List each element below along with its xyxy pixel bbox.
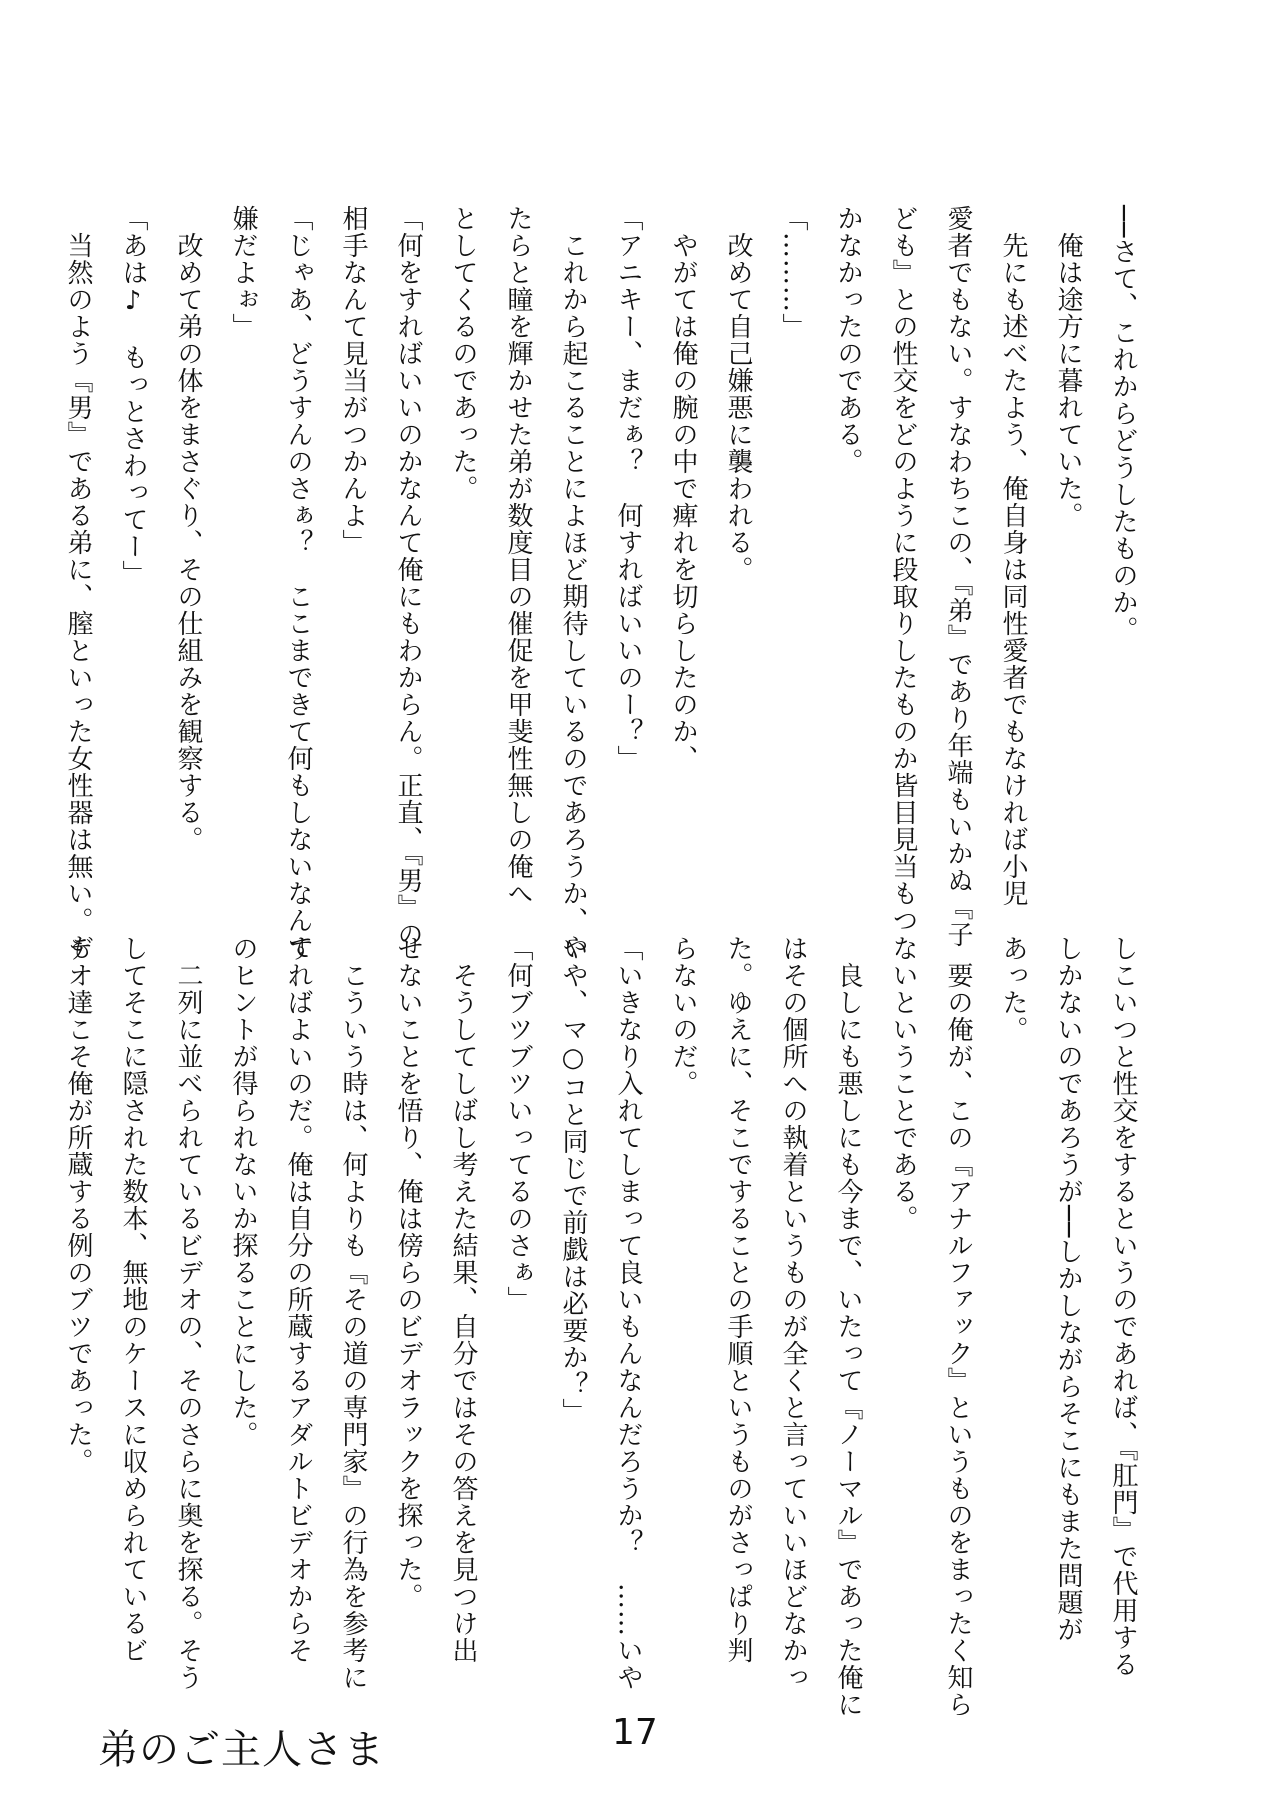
- text-column: あった。: [998, 935, 1028, 1043]
- text-column: 当然のよう『男』である弟に、膣といった女性器は無い。も: [63, 205, 93, 961]
- text-column: これから起こることによほど期待しているのであろうか、や: [558, 205, 588, 961]
- text-column: 改めて自己嫌悪に襲われる。: [723, 205, 753, 583]
- text-column: デオ達こそ俺が所蔵する例のブツであった。: [63, 935, 93, 1475]
- text-column: 「あは♪ もっとさわってー」: [118, 205, 148, 587]
- text-column: してそこに隠された数本、無地のケースに収められているビ: [118, 935, 148, 1664]
- text-column: すればよいのだ。俺は自分の所蔵するアダルトビデオからそ: [283, 935, 313, 1664]
- text-column: せないことを悟り、俺は傍らのビデオラックを探った。: [393, 935, 423, 1610]
- text-column: 「いきなり入れてしまって良いもんなんだろうか？ ……いや: [613, 935, 643, 1691]
- text-column: やがては俺の腕の中で痺れを切らしたのか、: [668, 205, 698, 772]
- text-column: そうしてしばし考えた結果、自分ではその答えを見つけ出: [448, 935, 478, 1664]
- text-column: 先にも述べたよう、俺自身は同性愛者でもなければ小児: [998, 205, 1028, 907]
- text-column: としてくるのであった。: [448, 205, 478, 502]
- page-number: 17: [612, 1712, 658, 1753]
- text-column: 二列に並べられているビデオの、そのさらに奥を探る。そう: [173, 935, 203, 1691]
- text-column: かなかったのである。: [833, 205, 863, 475]
- text-column: 「………」: [778, 205, 808, 340]
- lower-text-block: [63, 935, 1150, 1718]
- text-column: 「じゃあ、どうすんのさぁ？ ここまできて何もしないなんて: [283, 205, 313, 961]
- text-column: 愛者でもない。すなわちこの、『弟』であり年端もいかぬ『子: [943, 205, 973, 948]
- text-column: しかないのであろうが──しかしながらそこにもまた問題が: [1053, 935, 1083, 1644]
- text-column: た。ゆえに、そこですることの手順というものがさっぱり判: [723, 935, 753, 1664]
- upper-text-block: [63, 205, 1150, 961]
- text-column: ──さて、これからどうしたものか。: [1108, 205, 1138, 644]
- text-column: 改めて弟の体をまさぐり、その仕組みを観察する。: [173, 205, 203, 853]
- text-column: 「何ブツブツいってるのさぁ」: [503, 935, 533, 1313]
- text-column: 「アニキー、まだぁ？ 何すればいいのー？」: [613, 205, 643, 772]
- text-column: こういう時は、何よりも『その道の専門家』の行為を参考に: [338, 935, 368, 1691]
- text-column: たらと瞳を輝かせた弟が数度目の催促を甲斐性無しの俺へ: [503, 205, 533, 907]
- text-column: ども』との性交をどのように段取りしたものか皆目見当もつ: [888, 205, 918, 934]
- text-column: らないのだ。: [668, 935, 698, 1097]
- text-column: いや、マ○コと同じで前戯は必要か？」: [558, 935, 588, 1425]
- text-column: しこいつと性交をするというのであれば、『肛門』で代用する: [1108, 935, 1138, 1678]
- text-column: 要の俺が、この『アナルファック』というものをまったく知ら: [943, 935, 973, 1718]
- text-column: 良しにも悪しにも今まで、いたって『ノーマル』であった俺に: [833, 935, 863, 1718]
- text-column: 嫌だよぉ」: [228, 205, 258, 340]
- book-title: 弟のご主人さま: [98, 1727, 385, 1773]
- text-column: 相手なんて見当がつかんよ」: [338, 205, 368, 556]
- text-column: はその個所への執着というものが全くと言っていいほどなかっ: [778, 935, 808, 1691]
- text-column: のヒントが得られないか探ることにした。: [228, 935, 258, 1448]
- text-column: 俺は途方に暮れていた。: [1053, 205, 1083, 529]
- text-column: ないということである。: [888, 935, 918, 1232]
- text-column: 「何をすればいいのかなんて俺にもわからん。正直、『男』の: [393, 205, 423, 948]
